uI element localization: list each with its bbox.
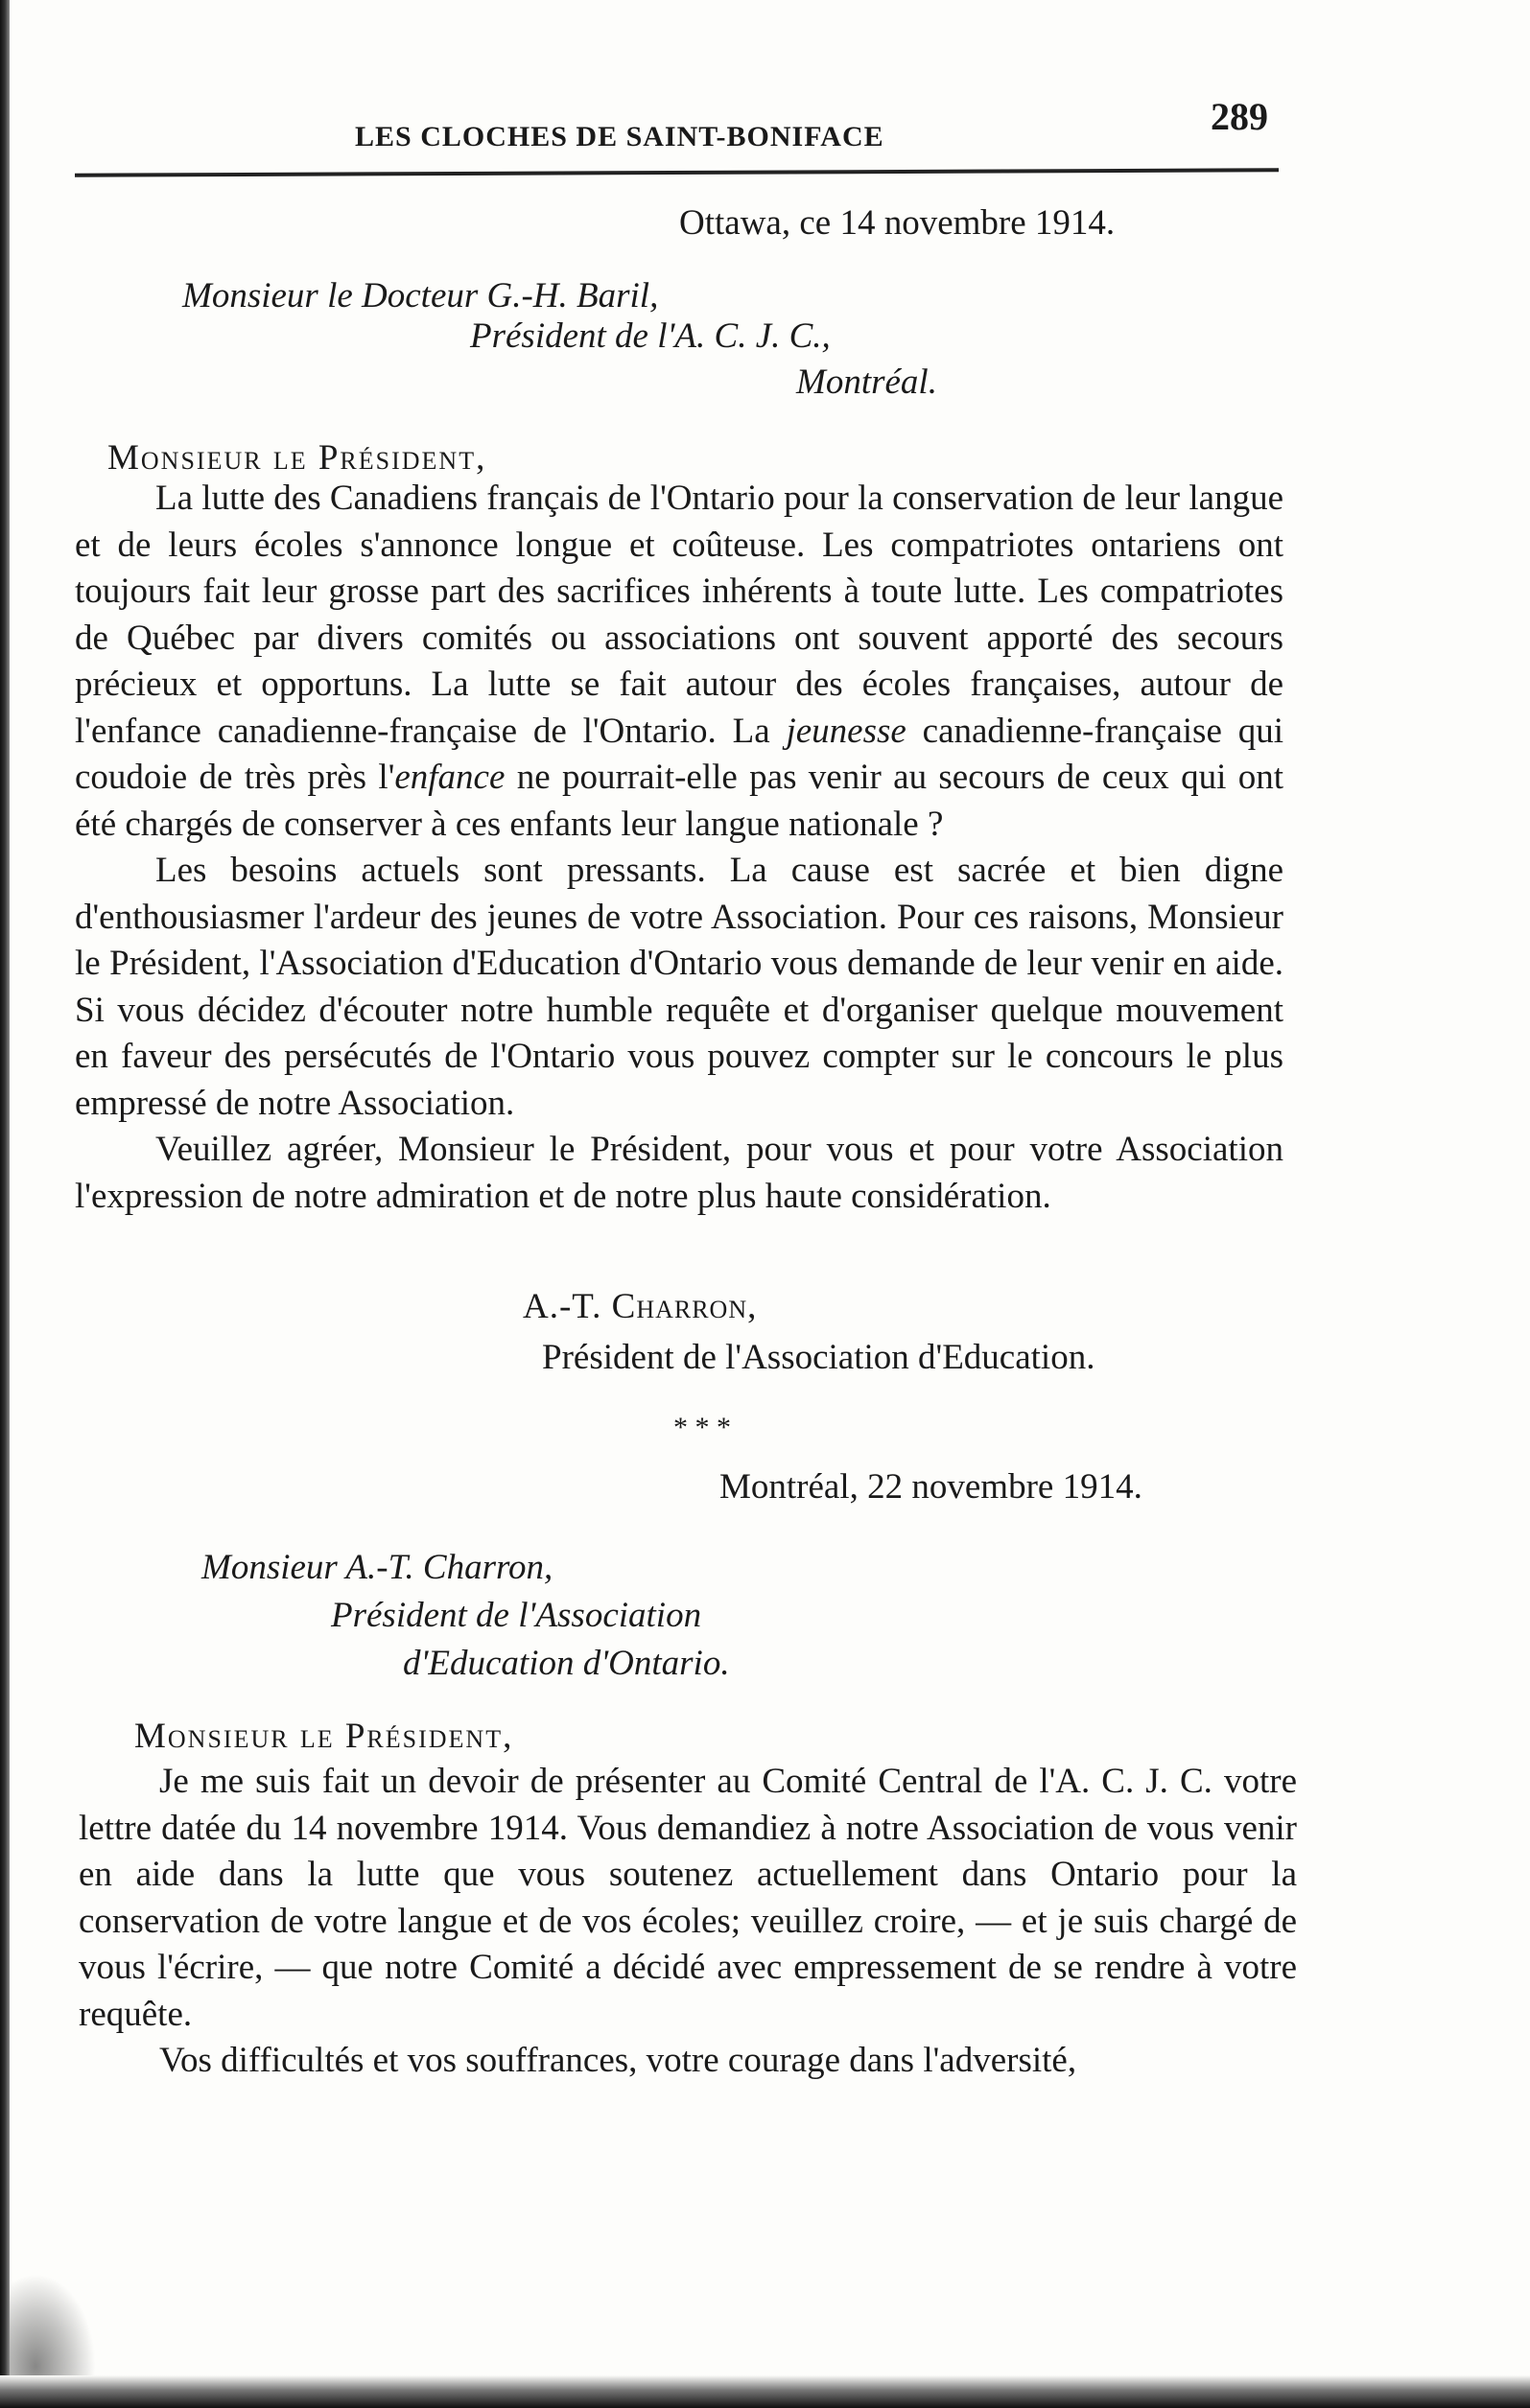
running-title: LES CLOCHES DE SAINT-BONIFACE	[355, 121, 884, 152]
letter1-paragraph-2: Les besoins actuels sont pressants. La cause est sacrée et bien digne d'enthousiasmer l'ardeur des jeunes de votre Association. Pour ces raisons, Monsieur le Président, l'Association d'Education d'Ontario vous demande de leur venir en aide. Si vous décidez d'écouter notre humble requête et d'organiser quelque mouvement en faveur des persécutés de l'Ontario vous pouvez compter sur le concours le plus empressé de notre Association.	[75, 851, 1283, 1123]
letter2-dateline: Montréal, 22 novembre 1914.	[719, 1467, 1142, 1507]
letter2-recipient-name: Monsieur A.-T. Charron,	[201, 1548, 553, 1587]
letter2-paragraph-2: Vos difficultés et vos souffrances, votre courage dans l'adversité,	[159, 2041, 1077, 2080]
letter1-para1-text-c: ne pourrait-elle pas venir au secours de ceux qui ont été chargés de conserver à ces enfants leur langue nationale ?	[75, 758, 1283, 844]
letter1-paragraph-3: Veuillez agréer, Monsieur le Président, pour vous et pour votre Association l'expression de notre admiration et de notre plus haute considération.	[75, 1130, 1283, 1216]
letter1-dateline: Ottawa, ce 14 novembre 1914.	[679, 203, 1116, 243]
letter1-signature-name: A.-T. Charron,	[523, 1287, 758, 1326]
letter1-recipient-title: Président de l'A. C. J. C.,	[470, 316, 831, 356]
page-bottom-edge	[0, 2375, 1530, 2408]
letter1-para1-emphasis-jeunesse: jeunesse	[786, 711, 906, 751]
letter1-signature-title: Président de l'Association d'Education.	[542, 1338, 1095, 1377]
letter1-salutation: Monsieur le Président,	[107, 438, 487, 478]
letter2-salutation: Monsieur le Président,	[134, 1717, 514, 1756]
letter1-para1-text-b: canadienne-française qui coudoie de très près l'	[75, 711, 1283, 797]
section-separator: * * *	[673, 1412, 731, 1443]
page-corner-stain	[10, 2274, 96, 2389]
letter1-body	[75, 476, 1283, 1220]
letter1-recipient-city: Montréal.	[796, 362, 937, 402]
header-rule	[75, 168, 1279, 176]
letter2-paragraph-1: Je me suis fait un devoir de présenter au Comité Central de l'A. C. J. C. votre lettre datée du 14 novembre 1914. Vous demandiez à notre Association de vous venir en aide dans la lutte que vous soutenez actuellement dans Ontario pour la conservation de votre langue et de vos écoles; veuillez croire, — et je suis chargé de vous l'écrire, — que notre Comité a décidé avec empressement de se rendre à votre requête.	[79, 1762, 1297, 2034]
letter1-paragraph-1	[75, 476, 1283, 848]
letter1-para1-text-a: La lutte des Canadiens français de l'Ontario pour la conservation de leur langue et de leurs écoles s'annonce longue et coûteuse. Les compatriotes ontariens ont toujours fait leur grosse part des sacrifices inhérents à toute lutte. Les compatriotes de Québec par divers comités ou associations ont souvent apporté des secours précieux et opportuns. La lutte se fait autour des écoles françaises, autour de l'enfance canadienne-française de l'Ontario. La	[75, 479, 1283, 751]
page-number: 289	[1211, 95, 1268, 138]
letter1-recipient-name: Monsieur le Docteur G.-H. Baril,	[182, 276, 659, 316]
letter2-recipient-title: Président de l'Association	[331, 1596, 702, 1635]
letter1-para1-emphasis-enfance: enfance	[394, 758, 506, 797]
letter2-body	[79, 1759, 1297, 2085]
letter2-recipient-org: d'Education d'Ontario.	[403, 1644, 730, 1683]
page-binding-edge	[0, 0, 10, 2408]
